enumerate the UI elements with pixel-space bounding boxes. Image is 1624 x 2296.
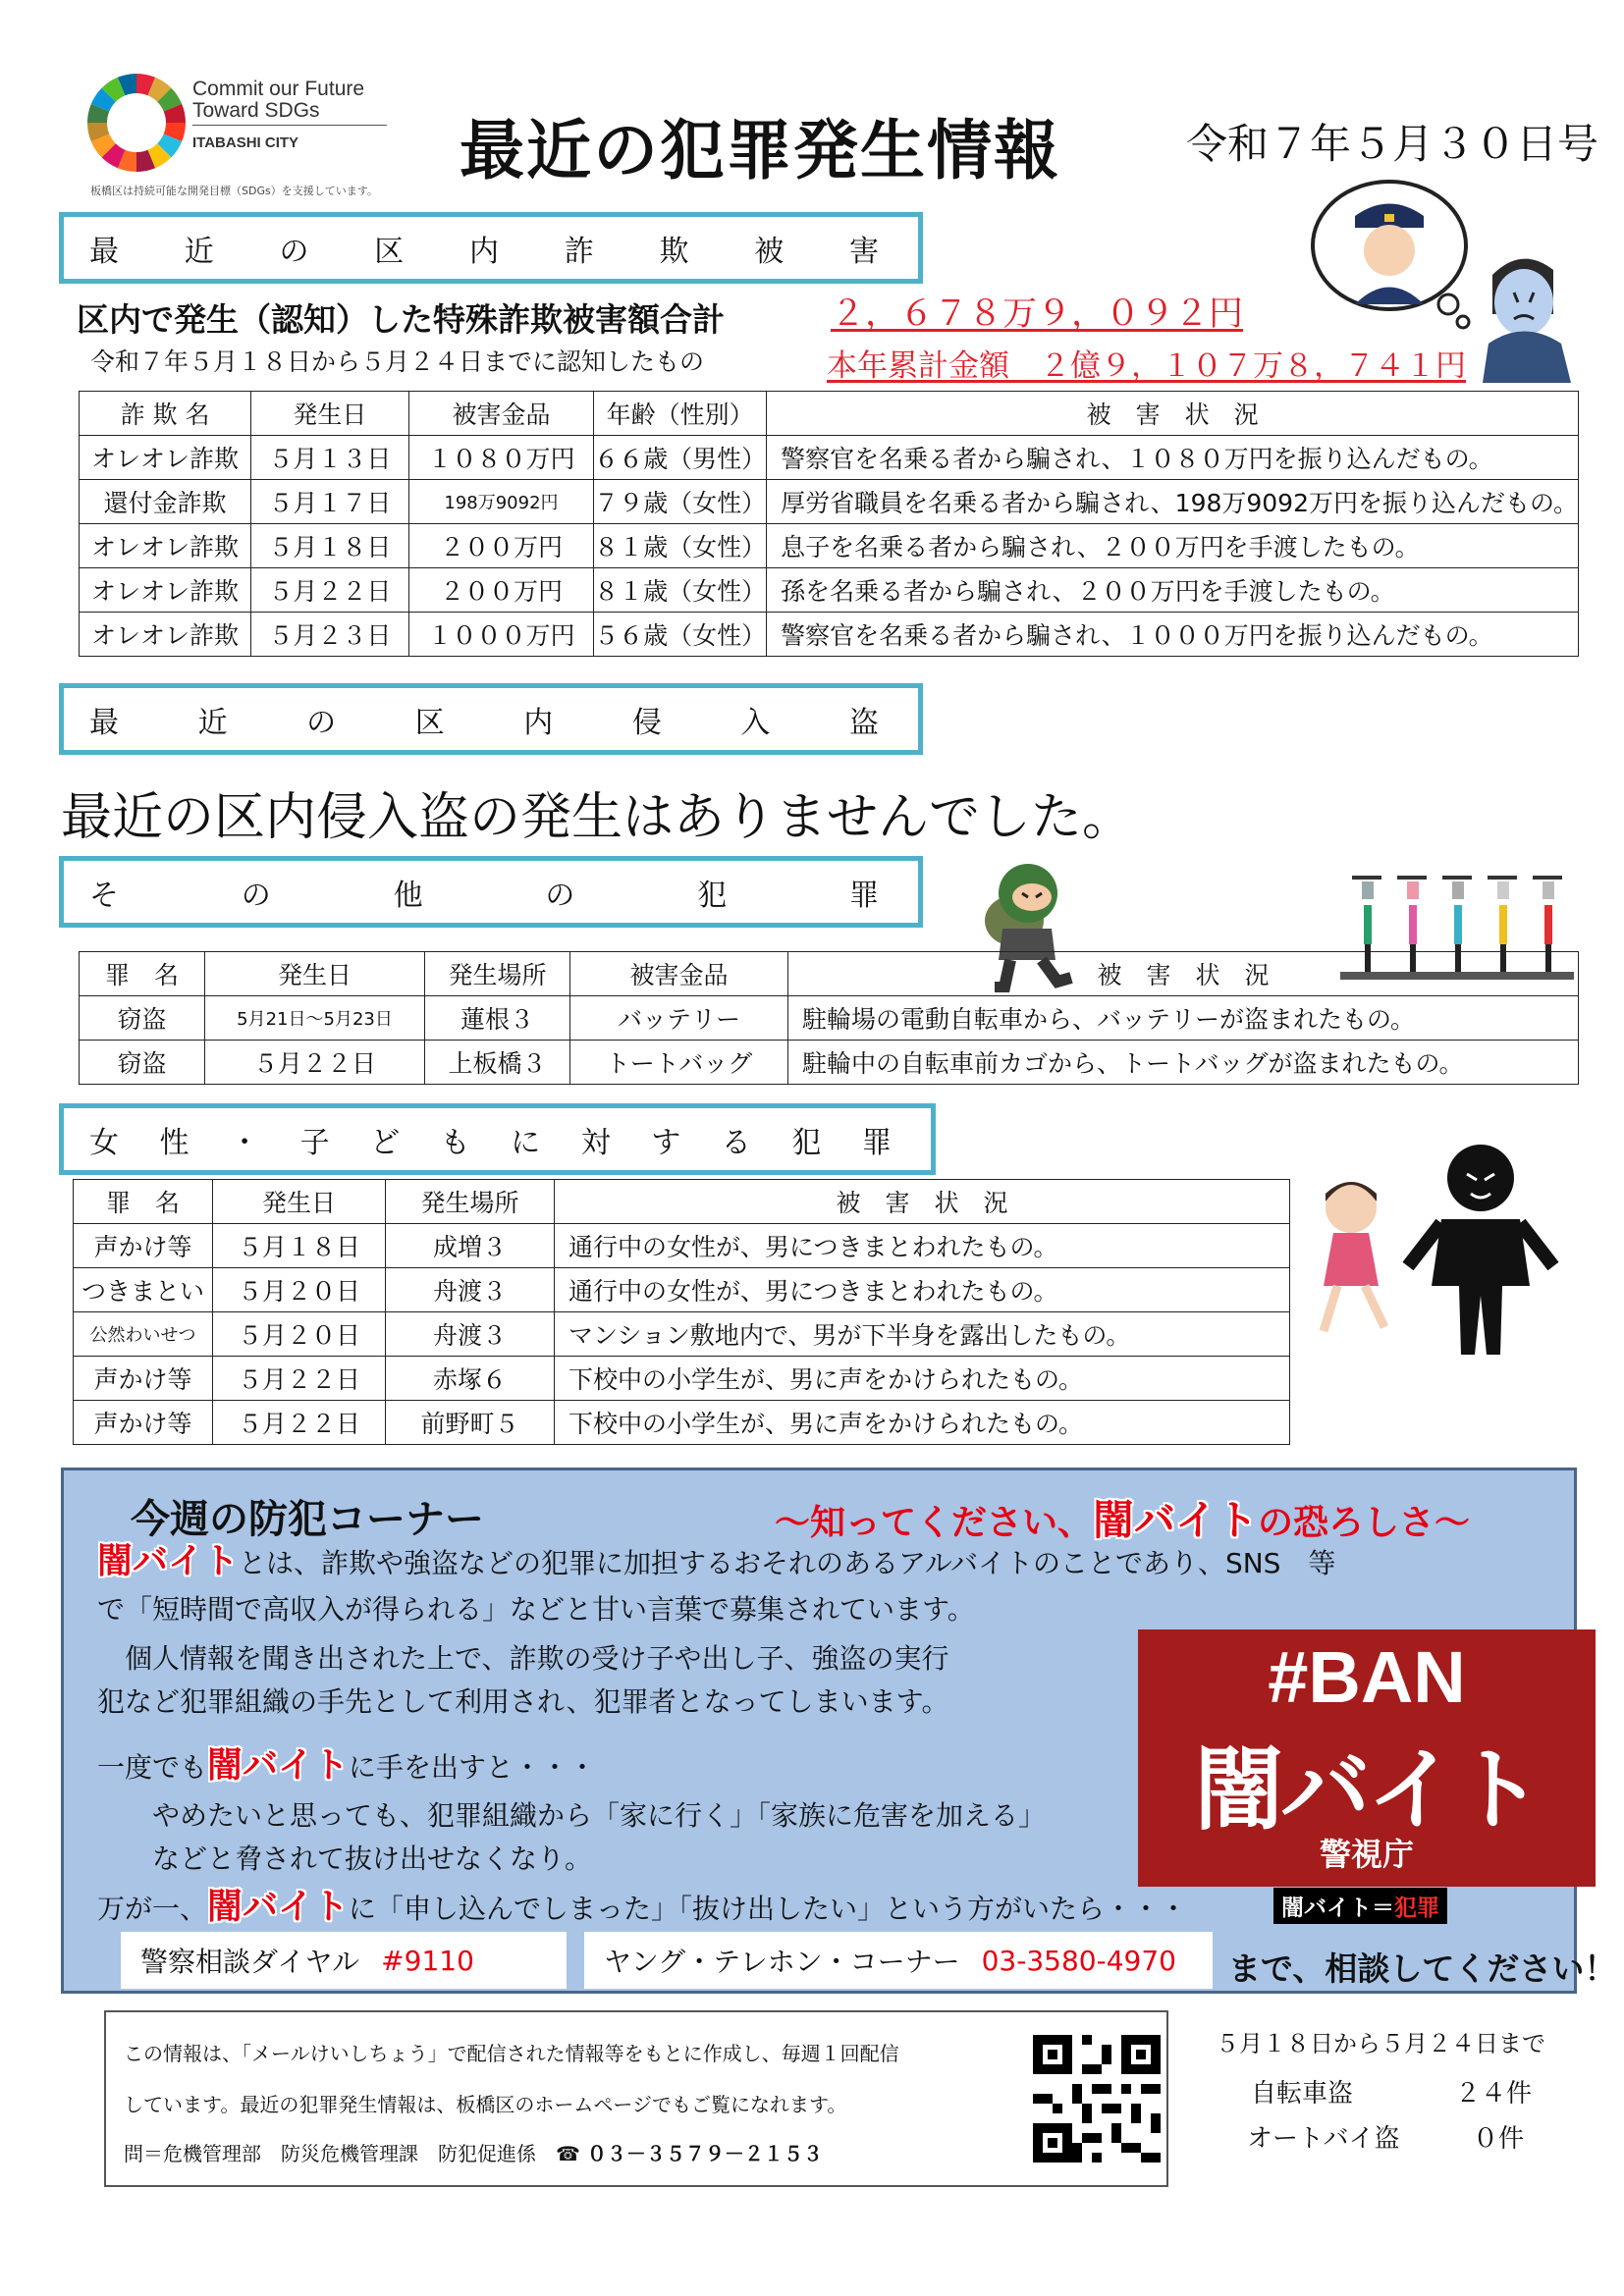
women-crime-table bbox=[73, 1179, 1290, 1445]
col-fraud-name: 詐 欺 名 bbox=[80, 392, 251, 436]
section-title-char: の bbox=[241, 878, 271, 913]
cell: 声かけ等 bbox=[74, 1224, 213, 1268]
col-age: 年齢（性別） bbox=[594, 392, 767, 436]
col-crime: 罪 名 bbox=[80, 952, 205, 996]
section-title-char: 害 bbox=[849, 234, 879, 269]
logo-line1: Commit our Future bbox=[192, 78, 365, 100]
cell: 声かけ等 bbox=[74, 1357, 213, 1401]
other-crime-table bbox=[79, 951, 1579, 1085]
cell: ５月２２日 bbox=[205, 1041, 425, 1085]
stat-bicycle-value: ２４件 bbox=[1455, 2079, 1533, 2109]
cell: ５月２２日 bbox=[213, 1357, 386, 1401]
fraud-year-total: 本年累計金額 ２億９，１０７万８，７４１円 bbox=[827, 348, 1466, 384]
corner-p3: 個人情報を聞き出された上で、詐欺の受け子や出し子、強盗の実行 bbox=[97, 1642, 949, 1675]
section-title-char: ・ bbox=[230, 1125, 260, 1160]
young-telephone-box bbox=[584, 1932, 1213, 1989]
section-title-char: 区 bbox=[414, 705, 445, 740]
cell: 警察官を名乗る者から騙され、１０００万円を振り込んだもの。 bbox=[767, 613, 1579, 657]
section-burglary-title bbox=[59, 683, 923, 755]
col-date: 発生日 bbox=[213, 1180, 386, 1224]
fraud-amount: ２，６７８万９，０９２円 bbox=[831, 294, 1244, 334]
section-title-char: そ bbox=[89, 878, 119, 913]
stat-bicycle-label: 自転車盗 bbox=[1251, 2079, 1354, 2109]
cell: １０００万円 bbox=[408, 613, 593, 657]
cell: ５月２０日 bbox=[213, 1268, 386, 1312]
cell: オレオレ詐欺 bbox=[80, 568, 251, 613]
logo-text bbox=[192, 79, 364, 122]
corner-p7: などと脅されて抜け出せなくなり。 bbox=[152, 1842, 593, 1875]
section-title-char: の bbox=[545, 878, 575, 913]
logo-line2: Toward SDGs bbox=[192, 99, 320, 122]
col-details: 被 害 状 況 bbox=[767, 392, 1579, 436]
cell: 上板橋３ bbox=[425, 1041, 570, 1085]
cell: 還付金詐欺 bbox=[80, 480, 251, 524]
cell: バッテリー bbox=[570, 996, 788, 1041]
cell: ５月１３日 bbox=[251, 436, 409, 480]
cell: 駐輪場の電動自転車から、バッテリーが盗まれたもの。 bbox=[788, 996, 1579, 1041]
section-title-char: 近 bbox=[184, 234, 214, 269]
cell: 駐輪中の自転車前カゴから、トートバッグが盗まれたもの。 bbox=[788, 1041, 1579, 1085]
cell: ８１歳（女性） bbox=[594, 568, 767, 613]
cell: 前野町５ bbox=[386, 1401, 555, 1445]
yami-word: 闇バイト bbox=[1093, 1496, 1259, 1544]
section-title-char: ど bbox=[370, 1125, 401, 1160]
section-title-char: 最 bbox=[89, 705, 119, 740]
corner-p5-pre: 一度でも bbox=[97, 1751, 208, 1784]
col-item: 被害金品 bbox=[570, 952, 788, 996]
issue-date: 令和７年５月３０日号 bbox=[1186, 120, 1599, 168]
ban-tag: #BAN bbox=[1268, 1636, 1466, 1718]
corner-p2: で「短時間で高収入が得られる」などと甘い言葉で募集されています。 bbox=[97, 1593, 975, 1626]
yami-caption bbox=[1273, 1888, 1447, 1924]
footer-info-box bbox=[104, 2010, 1168, 2187]
section-title-char: 被 bbox=[754, 234, 785, 269]
table-row bbox=[80, 524, 1579, 568]
section-other-title bbox=[59, 856, 923, 928]
yami-word: 闇バイト bbox=[207, 1745, 350, 1786]
cell: 厚労省職員を名乗る者から騙され、198万9092万円を振り込んだもの。 bbox=[767, 480, 1579, 524]
young-label: ヤング・テレホン・コーナー bbox=[604, 1946, 960, 1978]
cell: 通行中の女性が、男につきまとわれたもの。 bbox=[555, 1224, 1290, 1268]
section-title-char: 最 bbox=[89, 234, 119, 269]
cell: ２００万円 bbox=[408, 568, 593, 613]
col-place: 発生場所 bbox=[386, 1180, 555, 1224]
section-title-char: 犯 bbox=[697, 878, 728, 913]
col-date: 発生日 bbox=[251, 392, 409, 436]
section-title-char: 侵 bbox=[631, 705, 662, 740]
col-amount: 被害金品 bbox=[408, 392, 593, 436]
section-title-char: 盗 bbox=[848, 705, 879, 740]
table-row bbox=[80, 436, 1579, 480]
section-title-char: す bbox=[651, 1125, 681, 1160]
cell: ５月２０日 bbox=[213, 1312, 386, 1357]
cell: ５月１８日 bbox=[213, 1224, 386, 1268]
dial-number: #9110 bbox=[381, 1944, 474, 1977]
section-title-char: も bbox=[440, 1125, 470, 1160]
yami-word: 闇バイト bbox=[97, 1541, 240, 1581]
table-row bbox=[74, 1224, 1290, 1268]
corner-closing: まで、相談してください！ bbox=[1228, 1949, 1617, 1988]
table-row bbox=[80, 996, 1579, 1041]
cell: オレオレ詐欺 bbox=[80, 613, 251, 657]
cell: ５月２２日 bbox=[251, 568, 409, 613]
sdgs-logo bbox=[82, 69, 190, 177]
caption-red: 犯罪 bbox=[1394, 1896, 1439, 1921]
cell: 警察官を名乗る者から騙され、１０８０万円を振り込んだもの。 bbox=[767, 436, 1579, 480]
cell: ５月２２日 bbox=[213, 1401, 386, 1445]
dial-label: 警察相談ダイヤル bbox=[140, 1946, 360, 1978]
table-row bbox=[80, 1041, 1579, 1085]
crime-prevention-corner bbox=[61, 1468, 1617, 1994]
cell: １０８０万円 bbox=[408, 436, 593, 480]
cell: 下校中の小学生が、男に声をかけられたもの。 bbox=[555, 1401, 1290, 1445]
section-title-char: 詐 bbox=[564, 234, 594, 269]
corner-p8-pre: 万が一、 bbox=[97, 1893, 208, 1925]
corner-p1-text: とは、詐欺や強盗などの犯罪に加担するおそれのあるアルバイトのことであり、SNS 等 bbox=[239, 1547, 1336, 1579]
corner-p6: やめたいと思っても、犯罪組織から「家に行く」「家族に危害を加える」 bbox=[152, 1799, 1047, 1832]
burglary-message: 最近の区内侵入盗の発生はありませんでした。 bbox=[61, 788, 1134, 847]
young-number: 03-3580-4970 bbox=[981, 1944, 1176, 1977]
footer-line2: しています。最近の犯罪発生情報は、板橋区のホームページでもご覧になれます。 bbox=[124, 2093, 847, 2116]
cell: 声かけ等 bbox=[74, 1401, 213, 1445]
corner-p1 bbox=[97, 1533, 1335, 1583]
cell: 息子を名乗る者から騙され、２００万円を手渡したもの。 bbox=[767, 524, 1579, 568]
section-title-char: 罪 bbox=[848, 878, 879, 913]
cell: 蓮根３ bbox=[425, 996, 570, 1041]
section-title-char: 近 bbox=[197, 705, 228, 740]
table-row bbox=[74, 1357, 1290, 1401]
ban-police: 警視庁 bbox=[1319, 1836, 1414, 1873]
section-title-char: 区 bbox=[374, 234, 405, 269]
yami-word: 闇バイト bbox=[207, 1887, 350, 1927]
section-title-char: の bbox=[279, 234, 309, 269]
section-title-char: 犯 bbox=[791, 1125, 822, 1160]
cell: オレオレ詐欺 bbox=[80, 524, 251, 568]
footer-phone: ☎ ０３－３５７９－２１５３ bbox=[556, 2142, 823, 2165]
col-details: 被 害 状 況 bbox=[788, 952, 1579, 996]
table-row bbox=[74, 1268, 1290, 1312]
corner-subtitle-pre: ～知ってください、 bbox=[775, 1503, 1094, 1543]
section-title-char: 性 bbox=[159, 1125, 189, 1160]
fraud-subline: 令和７年５月１８日から５月２４日までに認知したもの bbox=[90, 347, 705, 376]
section-title-char: る bbox=[721, 1125, 751, 1160]
table-row bbox=[80, 480, 1579, 524]
cell: ５月２３日 bbox=[251, 613, 409, 657]
cell: 成増３ bbox=[386, 1224, 555, 1268]
cell: つきまとい bbox=[74, 1268, 213, 1312]
police-dial-box bbox=[121, 1932, 567, 1989]
cell: ５月１７日 bbox=[251, 480, 409, 524]
section-title-char: 内 bbox=[469, 234, 499, 269]
cell: 窃盗 bbox=[80, 1041, 205, 1085]
stat-motorbike-value: ０件 bbox=[1473, 2124, 1525, 2154]
cell: オレオレ詐欺 bbox=[80, 436, 251, 480]
table-row bbox=[80, 613, 1579, 657]
cell: 窃盗 bbox=[80, 996, 205, 1041]
col-date: 発生日 bbox=[205, 952, 425, 996]
corner-title: 今週の防犯コーナー bbox=[131, 1497, 484, 1542]
col-crime: 罪 名 bbox=[74, 1180, 213, 1224]
ban-main: 闇バイト bbox=[1193, 1736, 1540, 1842]
stalker-illustration bbox=[1294, 1139, 1579, 1364]
women-table-header bbox=[74, 1180, 1290, 1224]
cell: ７９歳（女性） bbox=[594, 480, 767, 524]
col-place: 発生場所 bbox=[425, 952, 570, 996]
corner-p5 bbox=[97, 1737, 596, 1788]
page-title: 最近の犯罪発生情報 bbox=[460, 113, 1060, 188]
section-title-char: に bbox=[511, 1125, 541, 1160]
fraud-headline: 区内で発生（認知）した特殊詐欺被害額合計 bbox=[77, 300, 725, 339]
cell: 孫を名乗る者から騙され、２００万円を手渡したもの。 bbox=[767, 568, 1579, 613]
cell: 舟渡３ bbox=[386, 1312, 555, 1357]
corner-subtitle-post: の恐ろしさ～ bbox=[1258, 1503, 1471, 1543]
cell: ２００万円 bbox=[408, 524, 593, 568]
table-row bbox=[74, 1312, 1290, 1357]
table-row bbox=[80, 568, 1579, 613]
cell: ６６歳（男性） bbox=[594, 436, 767, 480]
section-fraud-title bbox=[59, 212, 923, 284]
logo-divider bbox=[192, 125, 387, 126]
stats-title: ５月１８日から５月２４日まで bbox=[1216, 2030, 1545, 2057]
ban-yami-baito-banner bbox=[1138, 1629, 1596, 1887]
caption-pre: 闇バイト＝ bbox=[1281, 1896, 1394, 1921]
section-title-char: 対 bbox=[580, 1125, 611, 1160]
section-title-char: 罪 bbox=[861, 1125, 892, 1160]
col-details: 被 害 状 況 bbox=[555, 1180, 1290, 1224]
corner-p8-post: に「申し込んでしまった」「抜け出したい」という方がいたら・・・ bbox=[349, 1893, 1188, 1925]
corner-p8 bbox=[97, 1879, 1187, 1929]
corner-p4: 犯など犯罪組織の手先として利用され、犯罪者となってしまいます。 bbox=[97, 1685, 949, 1718]
cell: 舟渡３ bbox=[386, 1268, 555, 1312]
cell: トートバッグ bbox=[570, 1041, 788, 1085]
cell: 198万9092円 bbox=[408, 480, 593, 524]
section-women-title bbox=[59, 1103, 936, 1175]
cell: 赤塚６ bbox=[386, 1357, 555, 1401]
footer-line1: この情報は、「メールけいしちょう」で配信された情報等をもとに作成し、毎週１回配信 bbox=[124, 2042, 899, 2065]
corner-p5-post: に手を出すと・・・ bbox=[349, 1751, 597, 1784]
section-title-char: 欺 bbox=[659, 234, 689, 269]
section-title-char: 他 bbox=[393, 878, 423, 913]
fraud-table-header bbox=[80, 392, 1579, 436]
cell: ８１歳（女性） bbox=[594, 524, 767, 568]
footer-contact: 問＝危機管理部 防災危機管理課 防犯促進係 bbox=[124, 2142, 536, 2165]
fraud-table bbox=[79, 391, 1579, 657]
cell: マンション敷地内で、男が下半身を露出したもの。 bbox=[555, 1312, 1290, 1357]
footer-line3 bbox=[124, 2138, 823, 2166]
stat-motorbike-label: オートバイ盗 bbox=[1247, 2124, 1400, 2154]
section-title-char: 内 bbox=[523, 705, 554, 740]
section-title-char: 子 bbox=[299, 1125, 330, 1160]
section-title-char: 女 bbox=[89, 1125, 119, 1160]
logo-note: 板橋区は持続可能な開発目標（SDGs）を支援しています。 bbox=[90, 185, 378, 197]
cell: ５６歳（女性） bbox=[594, 613, 767, 657]
qr-code-icon bbox=[1033, 2032, 1161, 2165]
logo-city: ITABASHI CITY bbox=[192, 134, 299, 151]
cell: 通行中の女性が、男につきまとわれたもの。 bbox=[555, 1268, 1290, 1312]
other-table-header bbox=[80, 952, 1579, 996]
cell: ５月１８日 bbox=[251, 524, 409, 568]
cell: 5月21日～5月23日 bbox=[205, 996, 425, 1041]
section-title-char: 入 bbox=[740, 705, 771, 740]
section-title-char: の bbox=[306, 705, 337, 740]
table-row bbox=[74, 1401, 1290, 1445]
sdgs-wheel-icon bbox=[82, 69, 190, 177]
cell: 下校中の小学生が、男に声をかけられたもの。 bbox=[555, 1357, 1290, 1401]
cell: 公然わいせつ bbox=[74, 1312, 213, 1357]
